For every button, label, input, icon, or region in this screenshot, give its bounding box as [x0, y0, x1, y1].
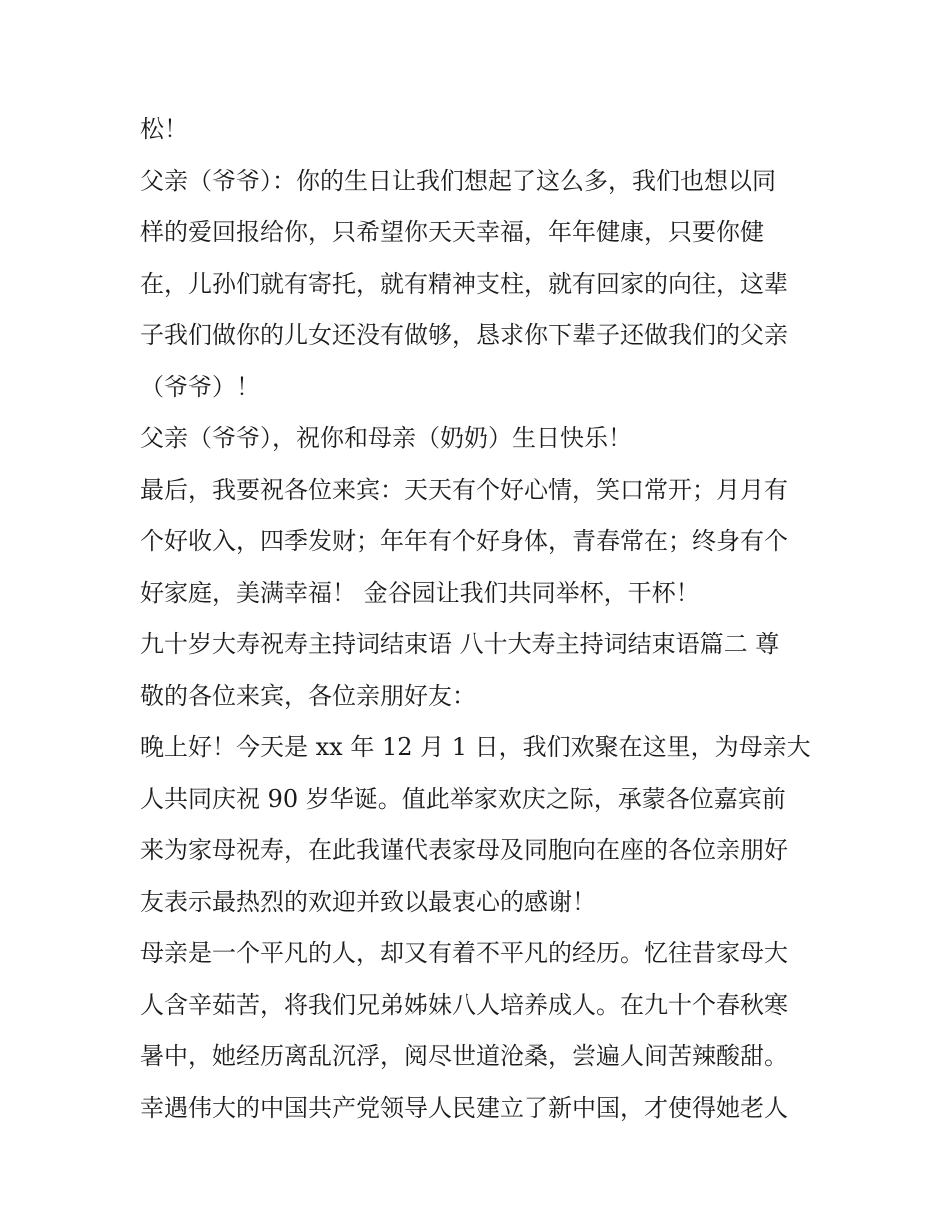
text-line: 母亲是一个平凡的人，却又有着不平凡的经历。忆往昔家母大 — [140, 939, 788, 967]
text-line: 个好收入，四季发财；年年有个好身体，青春常在；终身有个 — [140, 527, 788, 555]
text-line: 人含辛茹苦，将我们兄弟姊妹八人培养成人。在九十个春秋寒 — [140, 990, 788, 1019]
text-line: 人共同庆祝 90 岁华诞。值此举家欢庆之际，承蒙各位嘉宾前 — [140, 784, 786, 813]
text-line: 暑中，她经历离乱沉浮，阅尽世道沧桑，尝遍人间苦辣酸甜。 — [140, 1042, 788, 1070]
text-line: 来为家母祝寿，在此我谨代表家母及同胞向在座的各位亲朋好 — [140, 836, 788, 864]
text-line: 友表示最热烈的欢迎并致以最衷心的感谢！ — [140, 887, 596, 916]
text-line: 最后，我要祝各位来宾：天天有个好心情，笑口常开；月月有 — [140, 475, 788, 504]
text-line: 松！ — [140, 115, 188, 143]
text-line: 晚上好！今天是 xx 年 12 月 1 日，我们欢聚在这里，为母亲大 — [140, 733, 811, 761]
text-line: 子我们做你的儿女还没有做够，恳求你下辈子还做我们的父亲 — [140, 321, 788, 349]
document-body — [140, 104, 820, 1134]
text-line: 在，儿孙们就有寄托，就有精神支柱，就有回家的向往，这辈 — [140, 269, 788, 298]
text-line: 父亲（爷爷），祝你和母亲（奶奶）生日快乐！ — [140, 424, 632, 452]
text-line: 样的爱回报给你，只希望你天天幸福，年年健康，只要你健 — [140, 218, 764, 246]
text-line: 敬的各位来宾，各位亲朋好友： — [140, 681, 476, 710]
text-line: （爷爷）！ — [140, 372, 260, 401]
text-line: 好家庭，美满幸福！ 金谷园让我们共同举杯，干杯！ — [140, 578, 700, 607]
text-line: 父亲（爷爷）：你的生日让我们想起了这么多，我们也想以同 — [140, 166, 776, 195]
text-line: 幸遇伟大的中国共产党领导人民建立了新中国，才使得她老人 — [140, 1093, 788, 1122]
text-line: 九十岁大寿祝寿主持词结束语 八十大寿主持词结束语篇二 尊 — [140, 630, 780, 658]
